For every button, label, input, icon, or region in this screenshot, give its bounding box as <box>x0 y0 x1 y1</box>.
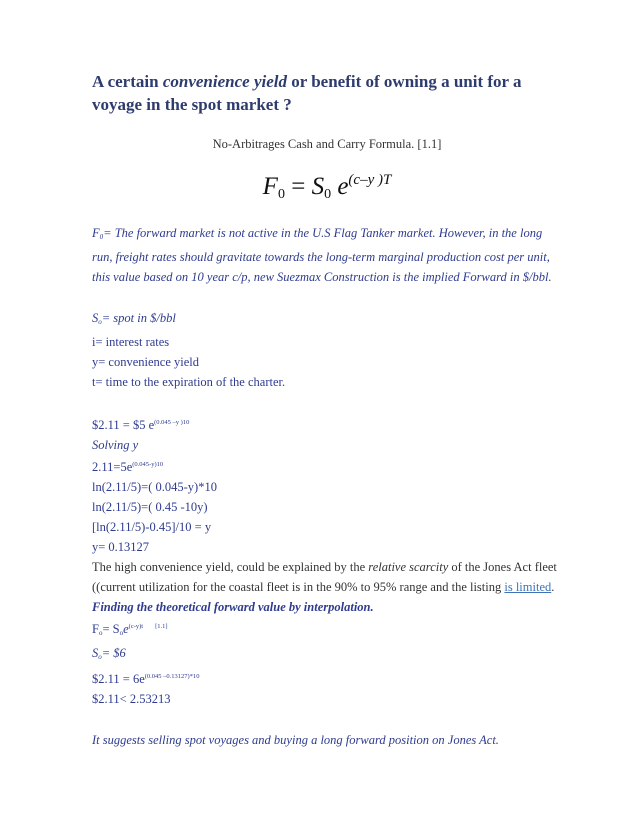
calc-line-3: $2.11=5e^{(0.045-y)10}$ <box>92 460 164 474</box>
interp-formula: Fo= Soe$^{(c-y)t}$ [1.1] <box>92 622 168 637</box>
calc-line-5: ln(2.11/5)=( 0.45 -10y) <box>92 500 208 514</box>
document-page <box>92 70 562 750</box>
interp-line-4: $2.11< 2.53213 <box>92 692 171 706</box>
interp-spot: So= $6 <box>92 646 126 661</box>
interp-line-3: $2.11 = $6e^{(0.045 -0.13127)*10}$ <box>92 672 200 686</box>
spot-definition: So= spot in $/bbl <box>92 311 176 326</box>
forward-definition: F0= The forward market is not active in the U.S Flag Tanker market. However, in the long run, freight rates should gravitate towards the long-term marginal production cost per unit, this value based on 10 year c/p, new Suezmax Construction is the implied Forward in $/bbl. <box>92 226 552 284</box>
calc-line-1: $2.11 = $5 $e^{(0.045 -y )10}$ <box>92 418 190 432</box>
title-emphasis: convenience yield <box>162 72 287 91</box>
calc-line-4: ln(2.11/5)=( 0.045-y)*10 <box>92 480 217 494</box>
cost-of-carry-formula: $F_0 = S_0$ $e^{(c-y )T}$ <box>262 172 392 202</box>
conclusion: It suggests selling spot voyages and buying a long forward position on Jones Act. <box>92 733 499 747</box>
interest-definition: i= interest rates <box>92 335 170 349</box>
interpolation-heading: Finding the theoretical forward value by interpolation. <box>92 600 374 614</box>
page-title: A certain convenience yield or benefit of owning a unit for a voyage in the spot market ? <box>92 72 522 114</box>
yield-definition: y= convenience yield <box>92 355 200 369</box>
explanation-line-1: The high convenience yield, could be explained by the relative scarcity of the Jones Act fleet <box>92 560 557 574</box>
calc-line-6: [ln(2.11/5)-0.45]/10 = y <box>92 520 212 534</box>
explanation-line-2: ((current utilization for the coastal fleet is in the 90% to 95% range and the listing is limited. <box>92 580 555 594</box>
time-definition: t= time to the expiration of the charter. <box>92 375 286 389</box>
formula-caption: No-Arbitrages Cash and Carry Formula. [1.1] <box>212 137 442 151</box>
calc-line-2: Solving y <box>92 438 139 452</box>
is-limited-link[interactable]: is limited <box>504 580 552 594</box>
calc-line-7: y= 0.13127 <box>92 540 150 554</box>
